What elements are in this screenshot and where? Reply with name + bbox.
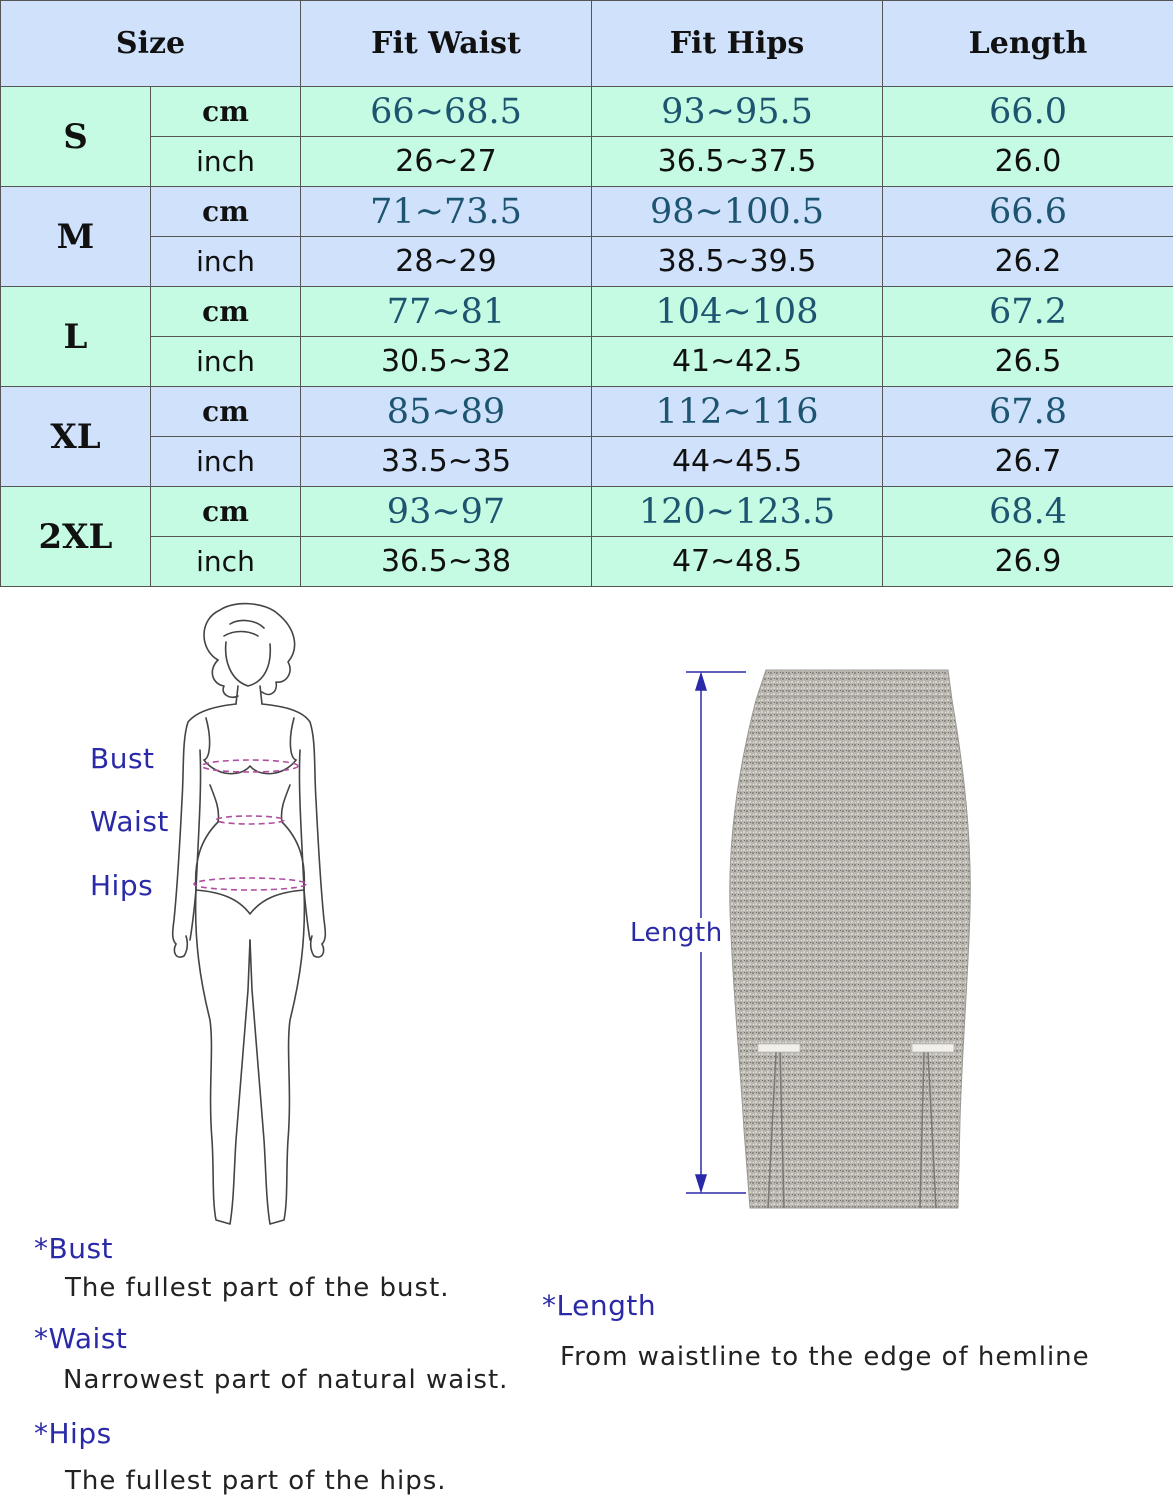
length-cm: 67.8 — [883, 387, 1173, 437]
table-row — [1, 337, 1173, 387]
length-inch: 26.0 — [883, 137, 1173, 187]
waist-inch: 26~27 — [301, 137, 592, 187]
waist-inch: 33.5~35 — [301, 437, 592, 487]
unit-cm: cm — [151, 187, 301, 237]
header-size: Size — [1, 1, 301, 87]
table-row — [1, 187, 1173, 237]
header-fit-waist: Fit Waist — [301, 1, 592, 87]
unit-inch: inch — [151, 537, 301, 587]
skirt-illustration — [680, 660, 980, 1220]
table-row — [1, 387, 1173, 437]
hips-cm: 104~108 — [592, 287, 883, 337]
waist-cm: 93~97 — [301, 487, 592, 537]
hips-label: Hips — [90, 869, 154, 902]
waist-definition-title: *Waist — [34, 1322, 128, 1355]
unit-inch: inch — [151, 137, 301, 187]
table-row — [1, 87, 1173, 137]
bust-definition-title: *Bust — [34, 1232, 114, 1265]
table-row — [1, 287, 1173, 337]
waist-cm: 77~81 — [301, 287, 592, 337]
waist-definition-text: Narrowest part of natural waist. — [63, 1365, 509, 1395]
bust-label: Bust — [90, 742, 155, 775]
waist-cm: 71~73.5 — [301, 187, 592, 237]
table-row — [1, 137, 1173, 187]
waist-inch: 28~29 — [301, 237, 592, 287]
waist-inch: 36.5~38 — [301, 537, 592, 587]
hips-cm: 93~95.5 — [592, 87, 883, 137]
length-cm: 66.6 — [883, 187, 1173, 237]
length-inch: 26.5 — [883, 337, 1173, 387]
hips-cm: 120~123.5 — [592, 487, 883, 537]
length-definition-title: *Length — [542, 1289, 657, 1322]
body-figure-illustration — [160, 600, 340, 1230]
waist-inch: 30.5~32 — [301, 337, 592, 387]
size-chart-table — [0, 0, 1173, 587]
size-label: M — [1, 187, 151, 287]
length-label: Length — [630, 918, 723, 948]
table-row — [1, 537, 1173, 587]
unit-inch: inch — [151, 337, 301, 387]
length-cm: 68.4 — [883, 487, 1173, 537]
size-label: XL — [1, 387, 151, 487]
table-header-row — [1, 1, 1173, 87]
hips-inch: 38.5~39.5 — [592, 237, 883, 287]
size-label: L — [1, 287, 151, 387]
waist-label: Waist — [90, 805, 169, 838]
length-inch: 26.7 — [883, 437, 1173, 487]
hips-inch: 36.5~37.5 — [592, 137, 883, 187]
unit-inch: inch — [151, 437, 301, 487]
hips-definition-title: *Hips — [34, 1417, 112, 1450]
header-length: Length — [883, 1, 1173, 87]
bust-definition-text: The fullest part of the bust. — [65, 1273, 450, 1303]
unit-cm: cm — [151, 387, 301, 437]
table-row — [1, 437, 1173, 487]
unit-cm: cm — [151, 87, 301, 137]
hips-definition-text: The fullest part of the hips. — [65, 1466, 447, 1496]
length-cm: 67.2 — [883, 287, 1173, 337]
length-definition-text: From waistline to the edge of hemline — [560, 1342, 1090, 1372]
length-inch: 26.2 — [883, 237, 1173, 287]
hips-cm: 112~116 — [592, 387, 883, 437]
hips-cm: 98~100.5 — [592, 187, 883, 237]
unit-cm: cm — [151, 287, 301, 337]
size-label: 2XL — [1, 487, 151, 587]
unit-inch: inch — [151, 237, 301, 287]
table-row — [1, 487, 1173, 537]
length-cm: 66.0 — [883, 87, 1173, 137]
hips-inch: 44~45.5 — [592, 437, 883, 487]
unit-cm: cm — [151, 487, 301, 537]
table-row — [1, 237, 1173, 287]
header-fit-hips: Fit Hips — [592, 1, 883, 87]
hips-inch: 47~48.5 — [592, 537, 883, 587]
hips-inch: 41~42.5 — [592, 337, 883, 387]
length-inch: 26.9 — [883, 537, 1173, 587]
size-label: S — [1, 87, 151, 187]
waist-cm: 85~89 — [301, 387, 592, 437]
waist-cm: 66~68.5 — [301, 87, 592, 137]
